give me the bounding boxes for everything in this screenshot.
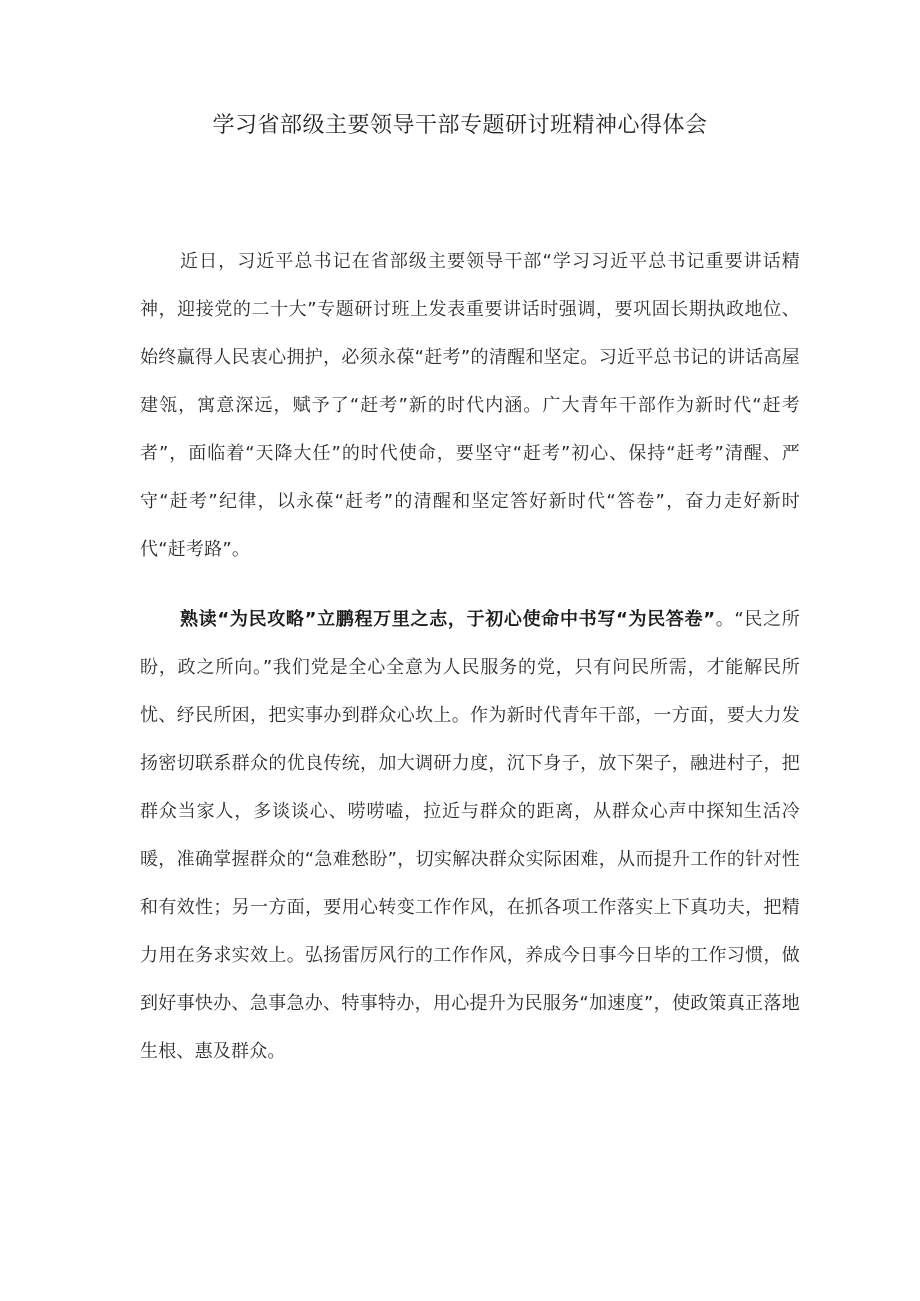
paragraph-2-text: 。“民之所盼，政之所向。”我们党是全心全意为人民服务的党，只有问民所需，才能解民所忧、纾民所困，把实事办到群众心坎上。作为新时代青年干部，一方面，要大力发扬密切联系群众的优良传统，加大调研力度，沉下身子，放下架子，融进村子，把群众当家人，多谈谈心、唠唠嗑，拉近与群众的距离，从群众心声中探知生活冷暖，准确掌握群众的“急难愁盼”，切实解决群众实际困难，从而提升工作的针对性和有效性；另一方面，要用心转变工作作风，在抓各项工作落实上下真功夫，把精力用在务求实效上。弘扬雷厉风行的工作作风，养成今日事今日毕的工作习惯，做到好事快办、急事急办、特事特办，用心提升为民服务“加速度”，使政策真正落地生根、惠及群众。: [140, 609, 800, 1062]
document-title: 学习省部级主要领导干部专题研讨班精神心得体会: [212, 113, 708, 138]
paragraph-2-lead: 熟读“为民攻略”立鹏程万里之志，于初心使命中书写“为民答卷”: [180, 609, 716, 630]
paragraph-2: [140, 596, 800, 1076]
paragraph-1-text: 近日，习近平总书记在省部级主要领导干部“学习习近平总书记重要讲话精神，迎接党的二十大”专题研讨班上发表重要讲话时强调，要巩固长期执政地位、始终赢得人民衷心拥护，必须永葆“赶考”的清醒和坚定。习近平总书记的讲话高屋建瓴，寓意深远，赋予了“赶考”新的时代内涵。广大青年干部作为新时代“赶考者”，面临着“天降大任”的时代使命，要坚守“赶考”初心、保持“赶考”清醒、严守“赶考”纪律，以永葆“赶考”的清醒和坚定答好新时代“答卷”，奋力走好新时代“赶考路”。: [140, 251, 800, 560]
paragraph-1: [140, 238, 800, 574]
